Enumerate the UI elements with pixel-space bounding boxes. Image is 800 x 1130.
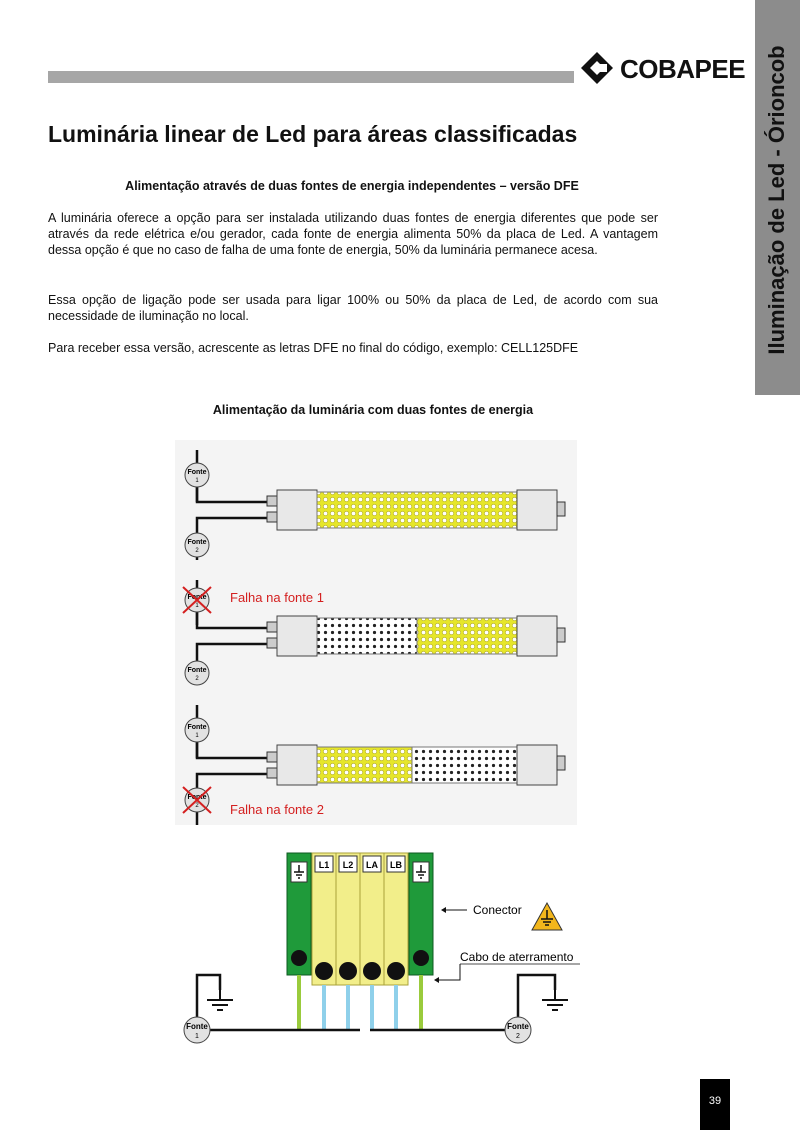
ground-cable-label: Cabo de aterramento	[460, 950, 574, 964]
connector-label: Conector	[473, 903, 522, 917]
failed-source-1-label: Fonte	[187, 594, 207, 601]
bottom-source-1-number: 1	[195, 1033, 199, 1040]
source-2b-number: 2	[195, 676, 199, 682]
failure-2-label: Falha na fonte 2	[230, 802, 324, 817]
failed-source-1-number: 1	[195, 603, 199, 609]
page-number: 39	[700, 1079, 730, 1130]
brand-name: COBAPEE	[620, 54, 746, 84]
side-tab	[755, 0, 800, 395]
terminal-l1: L1	[318, 860, 330, 870]
source-1b-number: 1	[195, 733, 199, 739]
header-bar	[48, 71, 574, 83]
side-tab-label: Iluminação de Led - Órioncob	[764, 45, 789, 355]
source-1b-label: Fonte	[187, 724, 207, 731]
source-2-label: Fonte	[187, 539, 207, 546]
bottom-source-2-number: 2	[516, 1033, 520, 1040]
terminal-lb: LB	[390, 860, 402, 870]
terminal-l2: L2	[342, 860, 354, 870]
paragraph-order-code: Para receber essa versão, acrescente as letras DFE no final do código, exemplo: CELL125DFE	[48, 341, 579, 355]
bottom-source-2-label: Fonte	[507, 1022, 529, 1031]
terminal-block	[175, 835, 580, 1065]
wiring-diagram	[175, 440, 585, 1065]
failure-1-label: Falha na fonte 1	[230, 590, 324, 605]
terminal-la: LA	[366, 860, 378, 870]
paragraph-intro: A luminária oferece a opção para ser instalada utilizando duas fontes de energia diferentes que pode ser através da rede elétrica e/ou gerador, cada fonte de energia alimenta 50% da placa de Led. A vantagem dessa opção é que no caso de falha de uma fonte de energia, 50% da luminária permanece acesa.	[48, 211, 658, 257]
failed-source-2-label: Fonte	[187, 794, 207, 801]
source-2-number: 2	[195, 548, 199, 554]
failed-source-2-number: 2	[195, 803, 199, 809]
page-title: Luminária linear de Led para áreas classificadas	[48, 121, 578, 147]
paragraph-usage: Essa opção de ligação pode ser usada para ligar 100% ou 50% da placa de Led, de acordo com sua necessidade de iluminação no local.	[48, 293, 658, 323]
section-subtitle: Alimentação através de duas fontes de energia independentes – versão DFE	[125, 179, 579, 193]
bottom-source-1-label: Fonte	[186, 1022, 208, 1031]
source-1-number: 1	[195, 478, 199, 484]
source-1-label: Fonte	[187, 469, 207, 476]
figure-caption: Alimentação da luminária com duas fontes de energia	[212, 403, 534, 417]
source-2b-label: Fonte	[187, 667, 207, 674]
